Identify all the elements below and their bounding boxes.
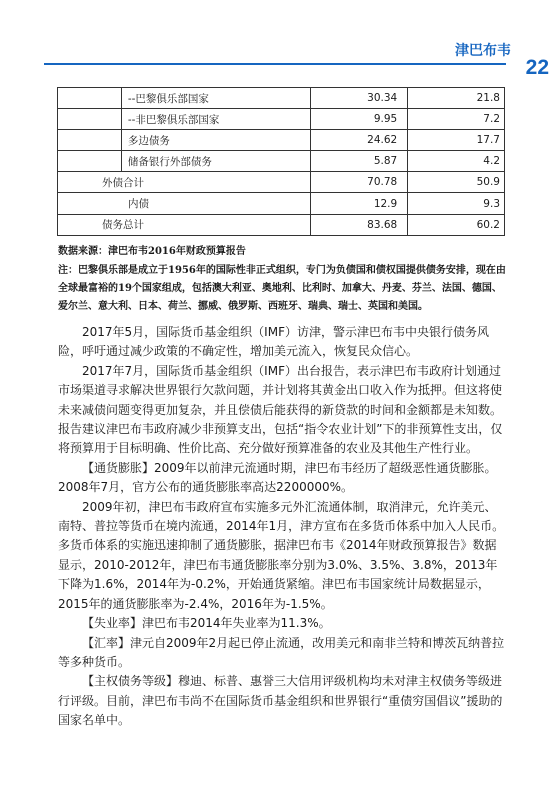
table-row — [58, 214, 505, 235]
row-label: --巴黎俱乐部国家 — [121, 88, 311, 109]
row-value-2: 21.8 — [408, 88, 505, 109]
row-value-2: 9.3 — [408, 193, 505, 214]
table-cell-empty — [58, 151, 122, 172]
body-text — [58, 323, 508, 731]
debt-table — [57, 87, 505, 236]
table-cell-empty — [58, 130, 122, 151]
row-label: 债务总计 — [58, 214, 311, 235]
table-cell-empty — [58, 109, 122, 130]
page-number: 22 — [525, 56, 549, 79]
table-note: 注：巴黎俱乐部是成立于1956年的国际性非正式组织，专门为负债国和债权国提供债务安排，现在由全球最富裕的19个国家组成，包括澳大利亚、奥地利、比利时、加拿大、丹麦、芬兰、法国、德国、爱尔兰、意大利、日本、荷兰、挪威、俄罗斯、西班牙、瑞典、瑞士、英国和美国。 — [58, 265, 506, 312]
row-label: 内债 — [58, 193, 311, 214]
row-value-2: 17.7 — [408, 130, 505, 151]
table-row — [58, 172, 505, 193]
row-label: 外债合计 — [58, 172, 311, 193]
row-value-1: 70.78 — [311, 172, 408, 193]
row-value-2: 4.2 — [408, 151, 505, 172]
paragraph: 2017年5月，国际货币基金组织（IMF）访津，警示津巴布韦中央银行债务风险，呼吁通过减少政策的不确定性，增加美元流入，恢复民众信心。 — [58, 325, 489, 359]
table-row — [58, 88, 505, 109]
row-value-2: 60.2 — [408, 214, 505, 235]
row-value-2: 7.2 — [408, 109, 505, 130]
row-label: 储备银行外部债务 — [121, 151, 311, 172]
table-row — [58, 151, 505, 172]
row-label: 多边债务 — [121, 130, 311, 151]
table-cell-empty — [58, 88, 122, 109]
paragraph: 【失业率】津巴布韦2014年失业率为11.3%。 — [82, 616, 331, 631]
running-header-title: 津巴布韦 — [455, 43, 511, 59]
row-value-1: 24.62 — [311, 130, 408, 151]
paragraph: 【汇率】津元自2009年2月起已停止流通，改用美元和南非兰特和博茨瓦纳普拉等多种货币。 — [58, 635, 505, 669]
row-value-1: 9.95 — [311, 109, 408, 130]
paragraph: 2017年7月，国际货币基金组织（IMF）出台报告，表示津巴布韦政府计划通过市场渠道寻求解决世界银行欠款问题，并计划将其黄金出口收入作为抵押。但这将使未来减债问题变得更加复杂，并且偿债后能获得的新贷款的时间和金额都是未知数。报告建议津巴布韦政府减少非预算支出，包括“指令农业计划”下的非预算性支出，仅将预算用于目标明确、性价比高、充分做好预算准备的农业及其他生产性行业。 — [58, 363, 503, 456]
table-row — [58, 109, 505, 130]
header-rule — [44, 63, 506, 65]
row-value-1: 5.87 — [311, 151, 408, 172]
table-row — [58, 130, 505, 151]
row-value-1: 30.34 — [311, 88, 408, 109]
paragraph: 【通货膨胀】2009年以前津元流通时期，津巴布韦经历了超级恶性通货膨胀。2008年7月，官方公布的通货膨胀率高达2200000%。 — [58, 460, 497, 495]
paragraph: 2009年初，津巴布韦政府宣布实施多元外汇流通体制，取消津元，允许美元、南特、普拉等货币在境内流通，2014年1月，津方宣布在多货币体系中加入人民币。多货币体系的实施迅速抑制了通货膨胀，据津巴布韦《2014年财政预算报告》数据显示，2010-2012年，津巴布韦通货膨胀率分别为3.0%、3.5%、3.8%，2013年下降为1.6%，2014年为-0.2%，开始通货紧缩。津巴布韦国家统计局数据显示，2015年的通货膨胀率为-2.4%，2016年为-1.5%。 — [58, 499, 505, 611]
row-value-1: 12.9 — [311, 193, 408, 214]
row-value-2: 50.9 — [408, 172, 505, 193]
table-row — [58, 193, 505, 214]
table-source: 数据来源：津巴布韦2016年财政预算报告 — [58, 246, 246, 257]
row-value-1: 83.68 — [311, 214, 408, 235]
paragraph: 【主权债务等级】穆迪、标普、惠誉三大信用评级机构均未对津主权债务等级进行评级。目前，津巴布韦尚不在国际货币基金组织和世界银行“重债穷国倡议”援助的国家名单中。 — [58, 674, 503, 728]
row-label: --非巴黎俱乐部国家 — [121, 109, 311, 130]
